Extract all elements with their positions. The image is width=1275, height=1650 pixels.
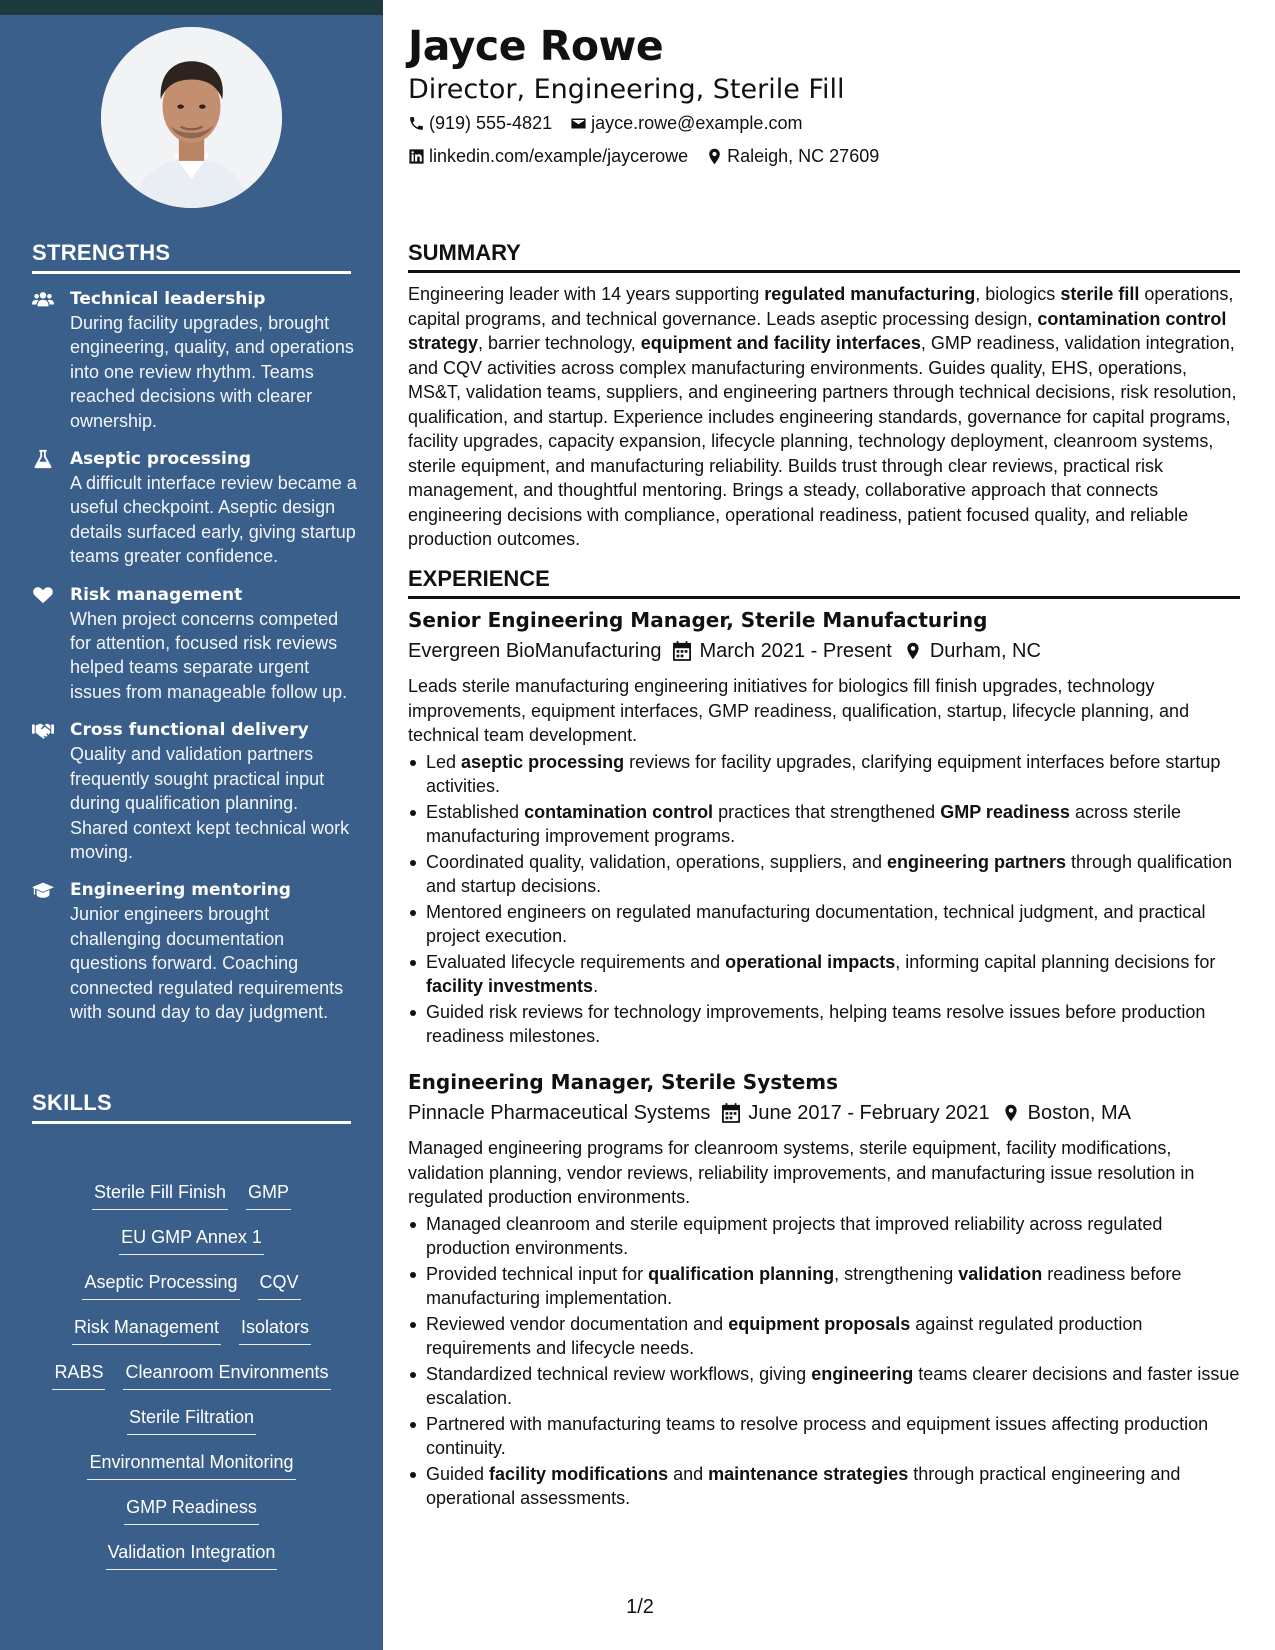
job-entry — [408, 606, 1240, 1050]
bullet-item — [408, 1212, 1240, 1261]
bullet-item — [408, 950, 1240, 999]
map-pin-icon — [904, 641, 922, 661]
location-contact — [706, 146, 879, 167]
skill-tag: Validation Integration — [106, 1540, 278, 1570]
bold-phrase: facility investments — [426, 976, 594, 996]
text-run: through qualification and startup decisions. — [426, 851, 1233, 896]
strength-item — [32, 287, 357, 433]
text-run: , informing capital planning decisions for — [895, 951, 1216, 972]
job-title: Engineering Manager, Sterile Systems — [408, 1070, 839, 1094]
strength-description: When project concerns competed for attention, focused risk reviews helped teams separate urgent issues from manageable follow up. — [70, 608, 348, 702]
strength-title: Technical leadership — [70, 289, 266, 309]
users-icon — [32, 287, 70, 433]
bold-phrase: facility modifications — [489, 1463, 669, 1484]
strength-item — [32, 447, 357, 569]
text-run: Reviewed vendor documentation and — [426, 1313, 729, 1334]
text-run: Guided risk reviews for technology improvements, helping teams resolve issues before production readiness milestones. — [426, 1001, 1206, 1046]
bold-phrase: aseptic processing — [461, 751, 625, 772]
linkedin-url: linkedin.com/example/jaycerowe — [429, 146, 689, 166]
job-entry — [408, 1068, 1240, 1512]
strength-item — [32, 583, 357, 705]
skills-heading: SKILLS — [32, 1090, 351, 1124]
bullet-item — [408, 900, 1240, 949]
job-meta — [408, 1098, 1240, 1128]
contact-row — [408, 113, 820, 134]
bullet-item — [408, 800, 1240, 849]
strength-item — [32, 718, 357, 864]
text-run: Engineering leader with 14 years supporting — [408, 284, 765, 304]
text-run: . — [593, 976, 599, 996]
linkedin-icon — [408, 148, 425, 165]
bullet-item — [408, 1412, 1240, 1461]
job-dates: March 2021 - Present — [699, 640, 892, 662]
candidate-title: Director, Engineering, Sterile Fill — [408, 74, 845, 105]
strength-description: Junior engineers brought challenging documentation questions forward. Coaching connected regulated requirements with sound day to day judgment. — [70, 904, 344, 1022]
job-summary: Leads sterile manufacturing engineering initiatives for biologics fill finish upgrades, technology improvements, equipment interfaces, GMP readiness, qualification, startup, lifecycle planning, and technical team development. — [408, 676, 1190, 745]
bold-phrase: equipment and facility interfaces — [640, 333, 921, 353]
bold-phrase: contamination control — [524, 801, 714, 822]
skill-tag: Aseptic Processing — [82, 1270, 239, 1300]
bullet-item — [408, 1262, 1240, 1311]
phone-contact[interactable] — [408, 113, 552, 134]
strength-description: Quality and validation partners frequently sought practical input during qualification planning. Shared context kept technical work moving. — [70, 744, 350, 862]
bullet-item — [408, 1312, 1240, 1361]
skill-tag: Sterile Filtration — [127, 1405, 256, 1435]
bullet-item — [408, 1362, 1240, 1411]
text-run: Led — [426, 751, 462, 772]
job-meta — [408, 636, 1240, 666]
strengths-list — [32, 287, 357, 1038]
text-run: reviews for facility upgrades, clarifying equipment interfaces before startup activities. — [426, 751, 1221, 796]
strength-title: Engineering mentoring — [70, 880, 291, 901]
experience-heading: EXPERIENCE — [408, 566, 1240, 599]
email-contact[interactable] — [570, 113, 802, 134]
text-run: Guided — [426, 1463, 490, 1484]
skill-tag: GMP Readiness — [124, 1495, 259, 1525]
sidebar-top-bar — [0, 0, 383, 15]
text-run: practices that strengthened — [713, 801, 941, 822]
skill-tag: CQV — [258, 1270, 301, 1300]
text-run: , GMP readiness, validation integration, and CQV activities across complex manufacturing environments. Guides quality, EHS, operations, MS&T, validation teams, suppliers, and engineering partners through technical decisions, risk resolution, qualification, and startup. Experience includes engineering standards, governance for capital programs, facility upgrades, capacity expansion, lifecycle planning, technology deployment, cleanroom systems, sterile equipment, and manufacturing reliability. Builds trust through clear reviews, practical risk management, and thoughtful mentoring. Brings a steady, collaborative approach that connects engineering decisions with compliance, operational readiness, patient focused quality, and reliable production outcomes. — [408, 333, 1237, 549]
job-location: Durham, NC — [929, 640, 1041, 662]
bold-phrase: engineering — [811, 1363, 914, 1384]
strength-item — [32, 878, 357, 1024]
page-number: 1/2 — [626, 1596, 654, 1618]
location-text: Raleigh, NC 27609 — [727, 146, 880, 166]
map-pin-icon — [706, 148, 723, 165]
bold-phrase: operational impacts — [725, 951, 896, 972]
text-run: Provided technical input for — [426, 1263, 649, 1284]
text-run: across sterile manufacturing improvement programs. — [426, 801, 1181, 846]
envelope-icon — [570, 115, 587, 132]
bullet-item — [408, 1462, 1240, 1511]
bullet-item — [408, 850, 1240, 899]
text-run: , strengthening — [834, 1263, 959, 1284]
bullet-item — [408, 1000, 1240, 1049]
skill-tag: Sterile Fill Finish — [92, 1180, 228, 1210]
flask-icon — [32, 447, 70, 569]
skill-tag: Environmental Monitoring — [87, 1450, 295, 1480]
candidate-name: Jayce Rowe — [408, 22, 664, 70]
text-run: , biologics — [975, 284, 1061, 304]
text-run: Standardized technical review workflows, giving — [426, 1363, 812, 1384]
bullet-item — [408, 750, 1240, 799]
bold-phrase: equipment proposals — [728, 1313, 911, 1334]
job-title: Senior Engineering Manager, Sterile Manufacturing — [408, 608, 988, 632]
text-run: against regulated production requirements and lifecycle needs. — [426, 1313, 1143, 1358]
email-address: jayce.rowe@example.com — [591, 113, 803, 133]
bold-phrase: contamination control strategy — [408, 308, 1227, 353]
company-name: Evergreen BioManufacturing — [408, 640, 662, 662]
strength-title: Aseptic processing — [70, 449, 252, 470]
text-run: teams clearer decisions and faster issue escalation. — [426, 1363, 1240, 1408]
skill-tag: GMP — [246, 1180, 291, 1210]
graduation-cap-icon — [32, 878, 70, 1024]
bold-phrase: GMP readiness — [940, 801, 1070, 822]
text-run: Partnered with manufacturing teams to resolve process and equipment issues affecting production continuity. — [426, 1413, 1209, 1458]
phone-icon — [408, 115, 425, 132]
skill-tag: Isolators — [239, 1315, 311, 1345]
avatar — [101, 27, 282, 208]
job-dates: June 2017 - February 2021 — [748, 1102, 990, 1124]
text-run: through practical engineering and operational assessments. — [426, 1463, 1181, 1508]
calendar-icon — [722, 1103, 740, 1123]
skills-list — [32, 1180, 351, 1585]
job-bullets — [408, 1212, 1240, 1511]
summary-text — [408, 282, 1240, 552]
strength-title: Cross functional delivery — [70, 720, 309, 741]
text-run: , barrier technology, — [478, 333, 641, 353]
bold-phrase: sterile fill — [1060, 284, 1140, 304]
phone-number: (919) 555-4821 — [429, 113, 553, 133]
bold-phrase: engineering partners — [886, 851, 1066, 872]
text-run: Evaluated lifecycle requirements and — [426, 951, 726, 972]
bold-phrase: regulated manufacturing — [764, 284, 976, 304]
skill-tag: Risk Management — [72, 1315, 221, 1345]
calendar-icon — [673, 641, 691, 661]
bold-phrase: maintenance strategies — [708, 1463, 909, 1484]
text-run: Mentored engineers on regulated manufacturing documentation, technical judgment, and practical project execution. — [426, 901, 1206, 946]
company-name: Pinnacle Pharmaceutical Systems — [408, 1102, 711, 1124]
linkedin-contact[interactable] — [408, 146, 688, 167]
job-location: Boston, MA — [1027, 1102, 1132, 1124]
text-run: Established — [426, 801, 525, 822]
map-pin-icon — [1002, 1103, 1020, 1123]
heart-icon — [32, 583, 70, 705]
contact-row — [408, 146, 897, 167]
strength-description: A difficult interface review became a useful checkpoint. Aseptic design details surfaced early, giving startup teams greater confidence. — [70, 473, 357, 567]
text-run: operations, capital programs, and technical governance. Leads aseptic processing design, — [408, 284, 1234, 329]
job-summary: Managed engineering programs for cleanroom systems, sterile equipment, facility modifications, validation planning, vendor reviews, reliability improvements, and manufacturing issue resolution in regulated production environments. — [408, 1138, 1195, 1207]
bold-phrase: qualification planning — [648, 1263, 835, 1284]
strength-description: During facility upgrades, brought engineering, quality, and operations into one review rhythm. Teams reached decisions with clearer ownership. — [70, 313, 354, 431]
summary-heading: SUMMARY — [408, 240, 1240, 273]
text-run: Managed cleanroom and sterile equipment projects that improved reliability across regulated production environments. — [426, 1213, 1163, 1258]
text-run: and — [668, 1463, 709, 1484]
strength-title: Risk management — [70, 584, 243, 605]
skill-tag: EU GMP Annex 1 — [119, 1225, 264, 1255]
skill-tag: Cleanroom Environments — [123, 1360, 330, 1390]
handshake-icon — [32, 718, 70, 864]
sidebar — [0, 0, 383, 1650]
text-run: readiness before manufacturing implementation. — [426, 1263, 1182, 1308]
bold-phrase: validation — [958, 1263, 1043, 1284]
strengths-heading: STRENGTHS — [32, 240, 351, 274]
portrait-photo — [101, 27, 282, 208]
skill-tag: RABS — [52, 1360, 105, 1390]
job-bullets — [408, 750, 1240, 1049]
text-run: Coordinated quality, validation, operations, suppliers, and — [426, 851, 887, 872]
